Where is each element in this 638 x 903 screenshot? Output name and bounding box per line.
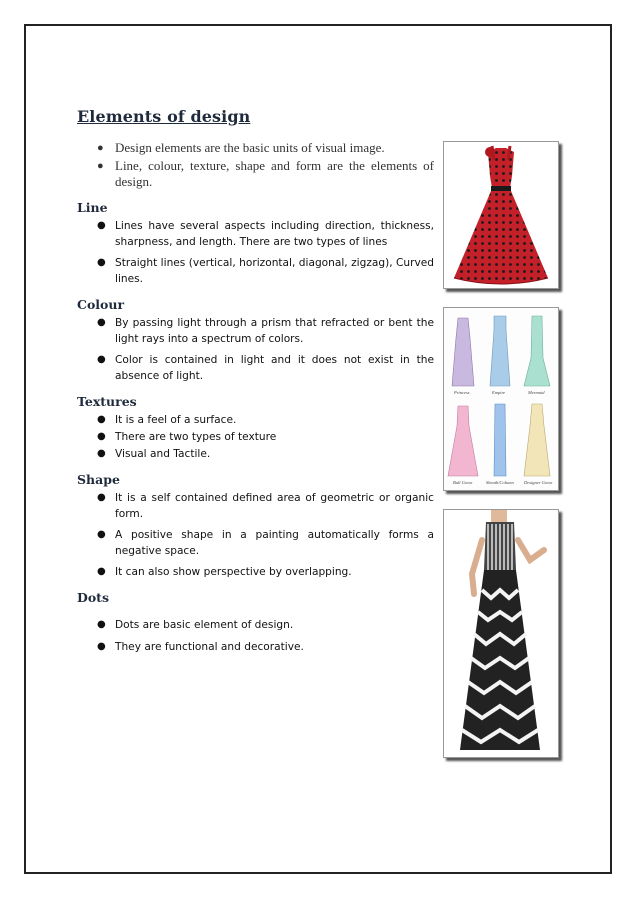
bullet-icon: ● [97,160,104,172]
bullet-icon: ● [97,431,106,442]
list-item: ● By passing light through a prism that refracted or bent the light rays into a spectrum of colors. [97,317,434,345]
bullet-icon: ● [97,354,106,365]
list-item: ● Color is contained in light and it does not exist in the absence of light. [97,354,434,382]
bullet-icon: ● [97,220,106,231]
bullet-icon: ● [97,529,106,540]
list-item: ● Visual and Tactile. [97,448,211,460]
line-list [77,218,434,287]
bullet-icon: ● [97,317,106,328]
section-heading-textures: Textures [77,394,137,409]
section-heading-colour: Colour [77,297,125,312]
list-item: ● Design elements are the basic units of visual image. [97,140,385,155]
bullet-icon: ● [97,619,106,630]
bullet-icon: ● [97,641,106,652]
bullet-icon: ● [97,257,106,268]
label-princess: Princess [454,390,470,395]
list-item: ● Straight lines (vertical, horizontal, diagonal, zigzag), Curved lines. [97,257,434,285]
section-heading-shape: Shape [77,472,120,487]
bullet-icon: ● [97,414,106,425]
bullet-icon: ● [97,142,104,154]
shape-list [77,490,434,580]
list-item: ● Dots are basic element of design. [97,619,294,631]
colour-list [77,315,434,384]
list-item: ● It can also show perspective by overlapping. [97,566,352,578]
dress-illustration [444,142,558,288]
label-sheath-column: Sheath/Column [486,480,514,485]
red-polka-dot-dress-image [443,141,559,289]
list-item: ● Line, colour, texture, shape and form are the elements of design. [97,158,434,189]
dots-list [77,617,434,655]
page-title: Elements of design [77,107,251,126]
label-designer-gown: Designer Gown [524,480,553,485]
list-item: ● It is a self contained defined area of geometric or organic form. [97,492,434,520]
maxi-dress-illustration [444,510,558,757]
silhouettes-illustration [444,308,558,490]
sheath-column-dress [494,404,506,476]
intro-list [77,140,434,190]
section-heading-line: Line [77,200,108,215]
list-item: ● It is a feel of a surface. [97,414,237,426]
textures-list [77,412,434,462]
list-item: ● Lines have several aspects including direction, thickness, sharpness, and length. There are two types of lines [97,220,434,248]
list-item: ● A positive shape in a painting automatically forms a negative space. [97,529,434,557]
document-body [77,107,434,661]
list-item: ● There are two types of texture [97,431,277,443]
bullet-icon: ● [97,566,106,577]
bullet-icon: ● [97,492,106,503]
label-empire: Empire [492,390,506,395]
label-mermaid: Mermaid [528,390,545,395]
section-heading-dots: Dots [77,590,109,605]
bullet-icon: ● [97,448,106,459]
chevron-maxi-dress-image [443,509,559,758]
list-item: ● They are functional and decorative. [97,641,304,653]
label-ball-gown: Ball Gown [453,480,473,485]
dress-silhouettes-image [443,307,559,491]
